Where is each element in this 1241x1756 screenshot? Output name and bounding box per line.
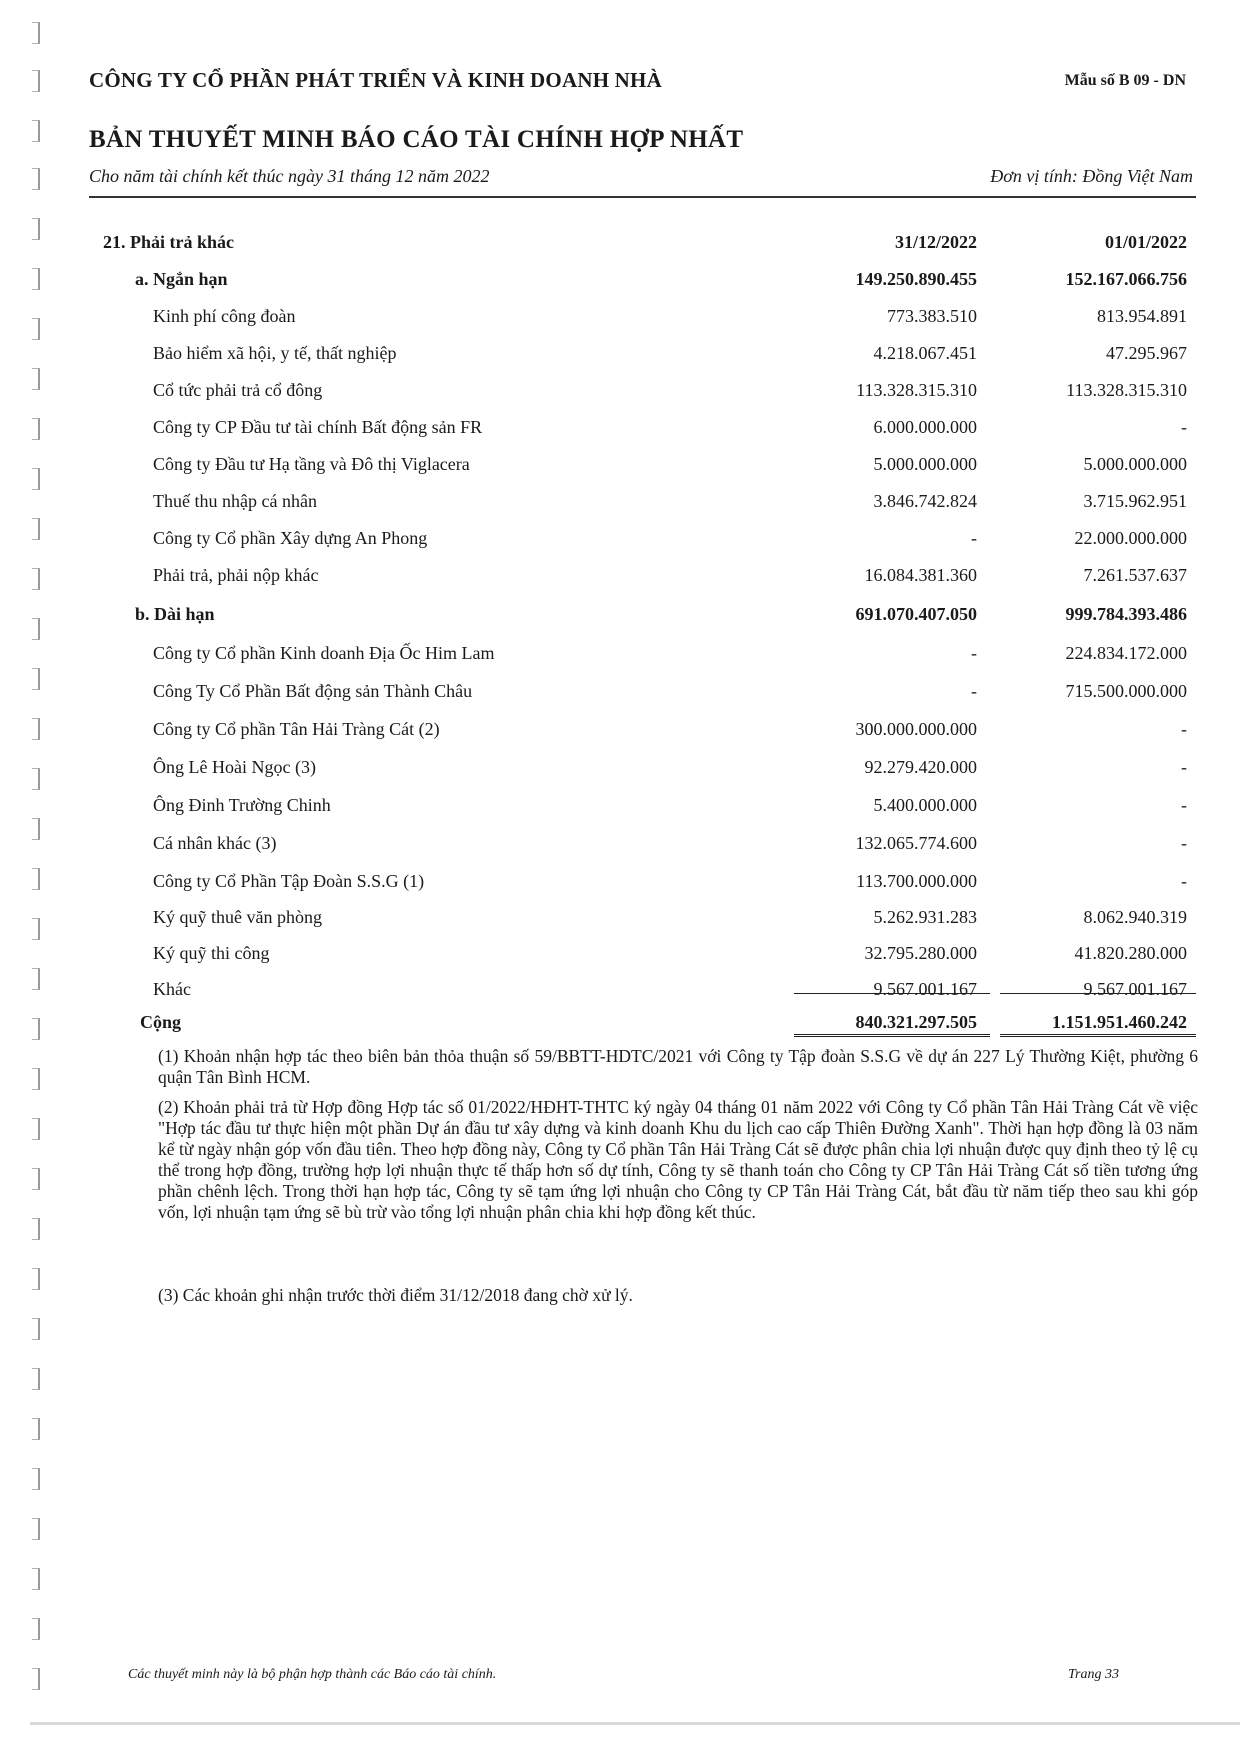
row-label: Ông Đinh Trường Chinh (153, 795, 331, 815)
row-value-2022: 300.000.000.000 (855, 719, 977, 739)
row-value-2021: 9.567.001.167 (1083, 979, 1187, 999)
row-value-2021: - (1181, 795, 1187, 815)
row-value-2022: 840.321.297.505 (855, 1012, 977, 1032)
row-value-2021: 47.295.967 (1106, 343, 1187, 363)
row-label: Ký quỹ thuê văn phòng (153, 907, 322, 927)
binding-mark (32, 120, 40, 142)
row-label: Cộng (140, 1012, 182, 1032)
table-row (0, 833, 1241, 863)
company-name: CÔNG TY CỔ PHẦN PHÁT TRIỂN VÀ KINH DOANH NHÀ (89, 68, 662, 92)
table-row (0, 943, 1241, 973)
row-label: Công ty Cổ phần Kinh doanh Địa Ốc Him Lam (153, 643, 495, 663)
table-row (0, 454, 1241, 484)
binding-mark (32, 1168, 40, 1190)
binding-mark (32, 1368, 40, 1390)
row-value-2022: 32.795.280.000 (864, 943, 977, 963)
total-double-rule (1000, 1034, 1196, 1040)
row-label: Khác (153, 979, 191, 999)
binding-mark (32, 22, 40, 44)
row-value-2022: 132.065.774.600 (855, 833, 977, 853)
row-value-2022: 149.250.890.455 (855, 269, 977, 289)
row-label: Thuế thu nhập cá nhân (153, 491, 317, 511)
row-value-2021: - (1181, 417, 1187, 437)
binding-mark (32, 1418, 40, 1440)
row-value-2022: - (971, 681, 977, 701)
footer-note: Các thuyết minh này là bộ phận hợp thành các Báo cáo tài chính. (128, 1667, 497, 1682)
row-label: Công ty CP Đầu tư tài chính Bất động sản FR (153, 417, 483, 437)
row-value-2021: 8.062.940.319 (1083, 907, 1187, 927)
row-value-2021: 1.151.951.460.242 (1052, 1012, 1187, 1032)
row-label: Công ty Đầu tư Hạ tầng và Đô thị Viglacera (153, 454, 470, 474)
binding-mark (32, 1218, 40, 1240)
table-row (0, 380, 1241, 410)
row-label: Công ty Cổ phần Tân Hải Tràng Cát (2) (153, 719, 440, 739)
currency-unit: Đơn vị tính: Đồng Việt Nam (990, 166, 1193, 186)
binding-mark (32, 1068, 40, 1090)
binding-mark (32, 1668, 40, 1690)
document-title: BẢN THUYẾT MINH BÁO CÁO TÀI CHÍNH HỢP NHẤT (89, 126, 744, 153)
row-value-2021: 715.500.000.000 (1065, 681, 1187, 701)
row-label: Cá nhân khác (3) (153, 833, 277, 853)
table-row (0, 528, 1241, 558)
row-value-2021: 813.954.891 (1097, 306, 1187, 326)
table-row (0, 306, 1241, 336)
row-value-2022: 113.328.315.310 (856, 380, 977, 400)
row-value-2022: 5.000.000.000 (873, 454, 977, 474)
subtotal-rule (1000, 993, 1196, 994)
row-value-2022: 3.846.742.824 (873, 491, 977, 511)
binding-mark (32, 1468, 40, 1490)
row-value-2022: 5.262.931.283 (873, 907, 977, 927)
row-value-2021: - (1181, 757, 1187, 777)
row-label: Ký quỹ thi công (153, 943, 270, 963)
table-row (0, 795, 1241, 825)
row-value-2022: 92.279.420.000 (864, 757, 977, 777)
table-row (0, 681, 1241, 711)
row-label: Công Ty Cổ Phần Bất động sản Thành Châu (153, 681, 473, 701)
table-row (0, 907, 1241, 937)
row-value-2022: 16.084.381.360 (864, 565, 977, 585)
row-value-2021: 3.715.962.951 (1083, 491, 1187, 511)
footnote-3: (3) Các khoản ghi nhận trước thời điểm 31/12/2018 đang chờ xử lý. (158, 1285, 633, 1305)
binding-mark (32, 168, 40, 190)
row-value-2021: 5.000.000.000 (1083, 454, 1187, 474)
section-title: 21. Phải trả khác (103, 232, 235, 252)
column-header-2022: 31/12/2022 (894, 232, 977, 252)
table-row (0, 719, 1241, 749)
table-row (0, 643, 1241, 673)
total-double-rule (794, 1034, 990, 1040)
binding-mark (32, 1518, 40, 1540)
row-label: Công ty Cổ phần Xây dựng An Phong (153, 528, 428, 548)
row-value-2021: - (1181, 719, 1187, 739)
table-row (0, 343, 1241, 373)
row-value-2022: 691.070.407.050 (855, 604, 977, 624)
row-value-2022: 4.218.067.451 (873, 343, 977, 363)
page-number: Trang 33 (1068, 1667, 1119, 1682)
row-label: Bảo hiểm xã hội, y tế, thất nghiệp (153, 343, 397, 363)
row-value-2022: 9.567.001.167 (873, 979, 977, 999)
table-row (0, 979, 1241, 1009)
row-value-2022: 6.000.000.000 (873, 417, 977, 437)
footnote-2: (2) Khoản phải trả từ Hợp đồng Hợp tác số 01/2022/HĐHT-THTC ký ngày 04 tháng 01 năm 2022 với Công ty Cổ phần Tân Hải Tràng Cát về việc "Hợp tác đầu tư thực hiện một phần Dự án đầu tư xây dựng và kinh doanh Khu du lịch cao cấp Thiên Đường Xanh". Thời hạn hợp đồng là 03 năm kể từ ngày nhận góp vốn đầu tiên. Theo hợp đồng này, Công ty Cổ phần Tân Hải Tràng Cát sẽ được phân chia lợi nhuận được quy định theo tỷ lệ cụ thể trong hợp đồng, trường hợp lợi nhuận thực tế thấp hơn số dự tính, Công ty sẽ thanh toán cho Công ty CP Tân Hải Tràng Cát số tiền tương ứng phần chênh lệch. Trong thời hạn hợp tác, Công ty sẽ tạm ứng lợi nhuận cho Công ty CP Tân Hải Tràng Cát, bắt đầu từ năm tiếp theo sau khi góp vốn, lợi nhuận tạm ứng sẽ bù trừ vào tổng lợi nhuận phân chia khi hợp đồng kết thúc. (158, 1097, 1198, 1222)
binding-mark (32, 1118, 40, 1140)
binding-mark (32, 1568, 40, 1590)
row-value-2021: 22.000.000.000 (1074, 528, 1187, 548)
column-header-2021: 01/01/2022 (1104, 232, 1187, 252)
subtotal-rule (794, 993, 990, 994)
row-value-2021: 7.261.537.637 (1083, 565, 1187, 585)
table-row (0, 757, 1241, 787)
row-value-2022: 113.700.000.000 (856, 871, 977, 891)
row-value-2022: - (971, 643, 977, 663)
row-label: Công ty Cổ Phần Tập Đoàn S.S.G (1) (153, 871, 425, 891)
form-code: Mẫu số B 09 - DN (1064, 72, 1186, 89)
table-row (0, 871, 1241, 901)
table-row (0, 417, 1241, 447)
row-value-2021: 41.820.280.000 (1074, 943, 1187, 963)
binding-mark (32, 1268, 40, 1290)
row-value-2022: 773.383.510 (887, 306, 977, 326)
row-value-2022: - (971, 528, 977, 548)
table-row (0, 491, 1241, 521)
row-value-2021: 224.834.172.000 (1065, 643, 1187, 663)
binding-mark (32, 70, 40, 92)
row-value-2021: 999.784.393.486 (1065, 604, 1187, 624)
row-label: Ông Lê Hoài Ngọc (3) (153, 757, 316, 777)
row-label: Phải trả, phải nộp khác (153, 565, 319, 585)
row-value-2021: - (1181, 871, 1187, 891)
row-value-2021: 152.167.066.756 (1065, 269, 1187, 289)
table-row (0, 565, 1241, 595)
binding-mark (32, 1618, 40, 1640)
page-bottom-edge (30, 1722, 1240, 1725)
row-label: Cổ tức phải trả cổ đông (153, 380, 323, 400)
row-value-2022: 5.400.000.000 (873, 795, 977, 815)
row-value-2021: 113.328.315.310 (1066, 380, 1187, 400)
table-header-row (0, 232, 1241, 262)
header-divider (89, 196, 1196, 198)
binding-mark (32, 1318, 40, 1340)
footnote-1: (1) Khoản nhận hợp tác theo biên bản thỏa thuận số 59/BBTT-HDTC/2021 với Công ty Tập đoàn S.S.G về dự án 227 Lý Thường Kiệt, phường 6 quận Tân Bình HCM. (158, 1046, 1198, 1087)
reporting-period: Cho năm tài chính kết thúc ngày 31 tháng 12 năm 2022 (89, 166, 490, 186)
row-label: a. Ngắn hạn (135, 269, 228, 289)
row-value-2021: - (1181, 833, 1187, 853)
row-label: b. Dài hạn (135, 604, 215, 624)
table-row-subtotal (0, 269, 1241, 299)
table-row-subtotal (0, 604, 1241, 634)
row-label: Kinh phí công đoàn (153, 306, 296, 326)
